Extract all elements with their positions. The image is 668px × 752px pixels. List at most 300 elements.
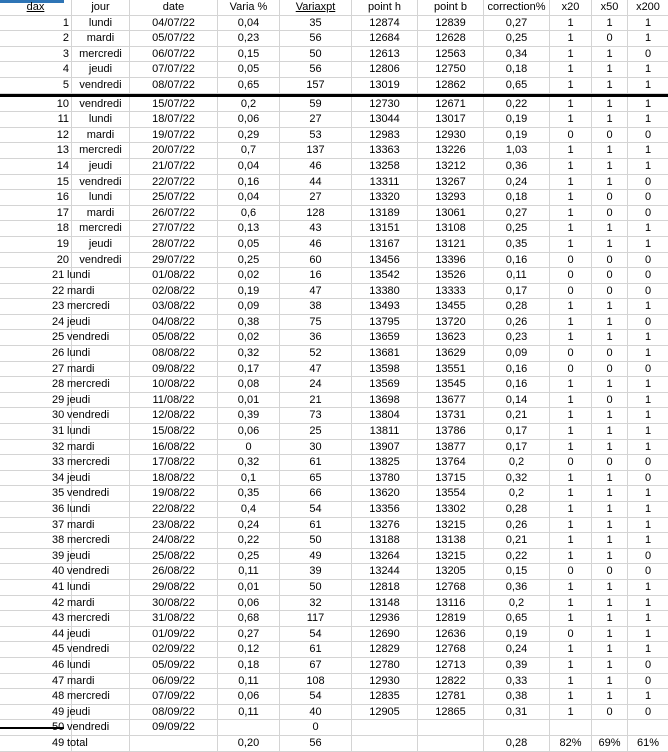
cell-x50[interactable]: 1 [592, 533, 628, 548]
cell-variaxpt[interactable]: 49 [280, 549, 352, 564]
cell-varia[interactable]: 0,7 [218, 143, 280, 158]
cell-x50[interactable]: 1 [592, 16, 628, 31]
cell-jour[interactable]: jeudi [66, 471, 130, 486]
header-varia[interactable]: Varia % [218, 0, 280, 15]
cell-varia[interactable]: 0,6 [218, 206, 280, 221]
cell-correction[interactable]: 1,03 [484, 143, 550, 158]
cell-point-b[interactable]: 12671 [418, 97, 484, 112]
cell-point-b[interactable]: 13455 [418, 299, 484, 314]
cell-varia[interactable]: 0,02 [218, 330, 280, 345]
cell-point-h[interactable]: 13456 [352, 253, 418, 268]
cell-jour[interactable]: mercredi [72, 47, 130, 62]
cell-x200[interactable]: 0 [644, 191, 652, 204]
cell-variaxpt[interactable]: 50 [280, 47, 352, 62]
cell-correction[interactable]: 0,27 [484, 16, 550, 31]
cell-point-h[interactable]: 13244 [352, 564, 418, 579]
cell-x50[interactable]: 1 [592, 159, 628, 174]
cell-point-h[interactable]: 12983 [352, 128, 418, 143]
cell-x20[interactable]: 1 [550, 471, 592, 486]
cell-jour[interactable]: mercredi [66, 533, 130, 548]
cell-x200[interactable]: 1 [644, 78, 652, 91]
cell-x20[interactable]: 1 [550, 159, 592, 174]
cell-variaxpt[interactable]: 27 [280, 112, 352, 127]
cell-jour[interactable]: lundi [72, 16, 130, 31]
cell-dax-index[interactable]: 35 [0, 486, 72, 501]
cell-date[interactable]: 07/09/22 [130, 689, 218, 704]
cell-date[interactable]: 09/09/22 [130, 720, 218, 735]
cell-variaxpt[interactable]: 67 [280, 658, 352, 673]
cell-dax-index[interactable]: 24 [0, 315, 72, 330]
cell-point-h[interactable]: 13276 [352, 518, 418, 533]
cell-varia[interactable]: 0,02 [218, 268, 280, 283]
total-x20[interactable]: 82% [550, 736, 592, 751]
cell-jour[interactable]: mardi [66, 440, 130, 455]
cell-dax-index[interactable]: 1 [0, 16, 72, 31]
cell-correction[interactable]: 0,2 [484, 455, 550, 470]
cell-varia[interactable]: 0,17 [218, 362, 280, 377]
cell-point-h[interactable]: 12874 [352, 16, 418, 31]
cell-date[interactable]: 02/08/22 [130, 284, 218, 299]
cell-point-b[interactable]: 13212 [418, 159, 484, 174]
cell-point-b[interactable]: 12768 [418, 642, 484, 657]
cell-point-h[interactable]: 13795 [352, 315, 418, 330]
cell-jour[interactable]: mardi [66, 284, 130, 299]
cell-dax-index[interactable]: 16 [0, 190, 72, 205]
cell-point-h[interactable]: 13258 [352, 159, 418, 174]
cell-x200[interactable]: 0 [644, 128, 652, 141]
cell-correction[interactable]: 0,23 [484, 330, 550, 345]
cell-correction[interactable]: 0,26 [484, 315, 550, 330]
cell-x20[interactable]: 1 [550, 62, 592, 77]
cell-x20[interactable]: 0 [550, 362, 592, 377]
cell-variaxpt[interactable]: 0 [280, 720, 352, 735]
cell-x200[interactable]: 1 [644, 534, 652, 547]
cell-x50[interactable]: 1 [592, 611, 628, 626]
cell-x50[interactable]: 1 [592, 143, 628, 158]
cell-point-h[interactable]: 12684 [352, 31, 418, 46]
cell-x20[interactable]: 1 [550, 112, 592, 127]
header-point-h[interactable]: point h [352, 0, 418, 15]
cell-correction[interactable]: 0,22 [484, 549, 550, 564]
cell-varia[interactable]: 0,22 [218, 533, 280, 548]
cell-variaxpt[interactable]: 27 [280, 190, 352, 205]
cell-point-b[interactable]: 13293 [418, 190, 484, 205]
cell-point-h[interactable]: 13811 [352, 424, 418, 439]
cell-x20[interactable]: 1 [550, 97, 592, 112]
header-point-b[interactable]: point b [418, 0, 484, 15]
cell-jour[interactable]: jeudi [72, 159, 130, 174]
cell-point-b[interactable]: 12865 [418, 705, 484, 720]
cell-dax-index[interactable]: 14 [0, 159, 72, 174]
cell-variaxpt[interactable]: 43 [280, 221, 352, 236]
cell-x50[interactable]: 0 [592, 31, 628, 46]
cell-correction[interactable]: 0,19 [484, 112, 550, 127]
cell-x20[interactable]: 1 [550, 596, 592, 611]
cell-correction[interactable]: 0,16 [484, 253, 550, 268]
cell-dax-index[interactable]: 23 [0, 299, 72, 314]
cell-dax-index[interactable]: 31 [0, 424, 72, 439]
cell-correction[interactable]: 0,27 [484, 206, 550, 221]
cell-dax-index[interactable]: 38 [0, 533, 72, 548]
cell-jour[interactable]: jeudi [72, 62, 130, 77]
cell-x200[interactable]: 1 [644, 32, 652, 45]
cell-x20[interactable]: 1 [550, 611, 592, 626]
cell-x50[interactable]: 1 [592, 518, 628, 533]
cell-dax-index[interactable]: 11 [0, 112, 72, 127]
cell-point-h[interactable]: 12690 [352, 627, 418, 642]
cell-dax-index[interactable]: 4 [0, 62, 72, 77]
cell-x20[interactable]: 1 [550, 408, 592, 423]
total-variaxpt[interactable]: 56 [280, 736, 352, 751]
cell-point-b[interactable]: 13061 [418, 206, 484, 221]
cell-point-h[interactable]: 13148 [352, 596, 418, 611]
cell-point-b[interactable]: 12839 [418, 16, 484, 31]
cell-correction[interactable]: 0,28 [484, 299, 550, 314]
cell-dax-index[interactable]: 22 [0, 284, 72, 299]
cell-x200[interactable]: 1 [644, 440, 652, 453]
cell-variaxpt[interactable]: 128 [280, 206, 352, 221]
total-count[interactable]: 49 [0, 736, 72, 751]
cell-dax-index[interactable]: 49 [0, 705, 72, 720]
cell-x50[interactable]: 1 [592, 486, 628, 501]
cell-variaxpt[interactable]: 56 [280, 62, 352, 77]
cell-correction[interactable]: 0,17 [484, 440, 550, 455]
cell-correction[interactable]: 0,38 [484, 689, 550, 704]
cell-x200[interactable]: 1 [644, 503, 652, 515]
cell-x200[interactable]: 0 [644, 456, 652, 469]
cell-x200[interactable]: 1 [644, 97, 652, 110]
cell-dax-index[interactable]: 43 [0, 611, 72, 626]
cell-point-b[interactable]: 13623 [418, 330, 484, 345]
cell-variaxpt[interactable]: 52 [280, 346, 352, 361]
cell-correction[interactable]: 0,25 [484, 31, 550, 46]
cell-variaxpt[interactable]: 75 [280, 315, 352, 330]
total-point-b[interactable] [418, 736, 484, 751]
cell-x20[interactable]: 0 [550, 268, 592, 283]
cell-date[interactable]: 05/07/22 [130, 31, 218, 46]
cell-x50[interactable]: 1 [592, 78, 628, 93]
cell-jour[interactable]: mercredi [66, 455, 130, 470]
cell-point-h[interactable]: 13493 [352, 299, 418, 314]
cell-point-b[interactable] [418, 720, 484, 735]
cell-x50[interactable]: 0 [592, 455, 628, 470]
cell-varia[interactable]: 0,32 [218, 455, 280, 470]
cell-date[interactable]: 22/08/22 [130, 502, 218, 517]
cell-varia[interactable]: 0,1 [218, 471, 280, 486]
cell-varia[interactable]: 0,39 [218, 408, 280, 423]
cell-date[interactable]: 09/08/22 [130, 362, 218, 377]
cell-point-h[interactable] [352, 720, 418, 735]
cell-date[interactable]: 22/07/22 [130, 175, 218, 190]
cell-variaxpt[interactable]: 21 [280, 393, 352, 408]
cell-correction[interactable]: 0,2 [484, 596, 550, 611]
cell-date[interactable]: 04/07/22 [130, 16, 218, 31]
cell-correction[interactable]: 0,22 [484, 97, 550, 112]
cell-x20[interactable]: 1 [550, 377, 592, 392]
cell-variaxpt[interactable]: 16 [280, 268, 352, 283]
cell-date[interactable]: 01/08/22 [130, 268, 218, 283]
cell-x50[interactable]: 0 [592, 190, 628, 205]
cell-x20[interactable]: 1 [550, 533, 592, 548]
cell-point-h[interactable]: 13542 [352, 268, 418, 283]
cell-dax-index[interactable]: 15 [0, 175, 72, 190]
cell-point-b[interactable]: 13731 [418, 408, 484, 423]
cell-date[interactable]: 15/08/22 [130, 424, 218, 439]
cell-point-b[interactable]: 13720 [418, 315, 484, 330]
cell-jour[interactable]: mardi [66, 518, 130, 533]
cell-point-h[interactable]: 12613 [352, 47, 418, 62]
cell-x50[interactable]: 1 [592, 424, 628, 439]
cell-variaxpt[interactable]: 30 [280, 440, 352, 455]
cell-varia[interactable]: 0,38 [218, 315, 280, 330]
cell-point-b[interactable]: 13108 [418, 221, 484, 236]
cell-varia[interactable]: 0,06 [218, 596, 280, 611]
cell-correction[interactable]: 0,31 [484, 705, 550, 720]
cell-varia[interactable] [218, 720, 280, 735]
cell-x20[interactable]: 0 [550, 128, 592, 143]
cell-point-b[interactable]: 12628 [418, 31, 484, 46]
cell-x200[interactable]: 0 [644, 206, 652, 219]
cell-x50[interactable]: 1 [592, 237, 628, 252]
cell-x20[interactable]: 0 [550, 564, 592, 579]
cell-x200[interactable]: 1 [644, 425, 652, 438]
cell-varia[interactable]: 0,08 [218, 377, 280, 392]
total-x200[interactable]: 61% [636, 736, 660, 749]
cell-variaxpt[interactable]: 44 [280, 175, 352, 190]
cell-point-h[interactable]: 13380 [352, 284, 418, 299]
cell-point-b[interactable]: 12819 [418, 611, 484, 626]
cell-x200[interactable]: 1 [644, 222, 652, 235]
cell-point-b[interactable]: 13629 [418, 346, 484, 361]
cell-jour[interactable]: mardi [66, 674, 130, 689]
cell-correction[interactable]: 0,39 [484, 658, 550, 673]
total-correction[interactable]: 0,28 [484, 736, 550, 751]
cell-x200[interactable]: 0 [644, 362, 652, 375]
cell-varia[interactable]: 0,01 [218, 580, 280, 595]
cell-date[interactable]: 02/09/22 [130, 642, 218, 657]
cell-x20[interactable]: 0 [550, 627, 592, 642]
cell-correction[interactable]: 0,33 [484, 674, 550, 689]
cell-variaxpt[interactable]: 46 [280, 159, 352, 174]
cell-point-b[interactable]: 13786 [418, 424, 484, 439]
cell-date[interactable]: 26/07/22 [130, 206, 218, 221]
cell-dax-index[interactable]: 28 [0, 377, 72, 392]
cell-jour[interactable]: jeudi [66, 549, 130, 564]
cell-date[interactable]: 16/08/22 [130, 440, 218, 455]
cell-variaxpt[interactable]: 39 [280, 564, 352, 579]
cell-correction[interactable]: 0,28 [484, 502, 550, 517]
cell-x20[interactable]: 1 [550, 642, 592, 657]
cell-correction[interactable]: 0,17 [484, 284, 550, 299]
cell-x200[interactable]: 0 [644, 284, 652, 297]
cell-varia[interactable]: 0,25 [218, 253, 280, 268]
cell-varia[interactable]: 0,09 [218, 299, 280, 314]
cell-correction[interactable]: 0,21 [484, 408, 550, 423]
header-x50[interactable]: x50 [592, 0, 628, 15]
cell-jour[interactable]: mardi [72, 31, 130, 46]
cell-point-h[interactable]: 12730 [352, 97, 418, 112]
cell-point-h[interactable]: 13804 [352, 408, 418, 423]
cell-date[interactable]: 25/08/22 [130, 549, 218, 564]
cell-x200[interactable]: 0 [644, 175, 652, 188]
cell-variaxpt[interactable]: 117 [280, 611, 352, 626]
cell-correction[interactable]: 0,16 [484, 377, 550, 392]
cell-x20[interactable]: 1 [550, 502, 592, 517]
header-dax[interactable] [0, 0, 72, 15]
cell-variaxpt[interactable]: 59 [280, 97, 352, 112]
cell-date[interactable]: 12/08/22 [130, 408, 218, 423]
cell-x50[interactable]: 1 [592, 97, 628, 112]
cell-date[interactable]: 25/07/22 [130, 190, 218, 205]
cell-variaxpt[interactable]: 36 [280, 330, 352, 345]
cell-x50[interactable]: 0 [592, 268, 628, 283]
cell-point-h[interactable]: 13620 [352, 486, 418, 501]
cell-point-b[interactable]: 12768 [418, 580, 484, 595]
cell-variaxpt[interactable]: 25 [280, 424, 352, 439]
cell-x20[interactable]: 1 [550, 206, 592, 221]
cell-correction[interactable]: 0,09 [484, 346, 550, 361]
cell-point-b[interactable]: 12930 [418, 128, 484, 143]
cell-varia[interactable]: 0,12 [218, 642, 280, 657]
cell-correction[interactable]: 0,24 [484, 175, 550, 190]
cell-point-h[interactable]: 13780 [352, 471, 418, 486]
cell-dax-index[interactable]: 29 [0, 393, 72, 408]
cell-x200[interactable]: 1 [644, 627, 652, 640]
cell-point-b[interactable]: 12781 [418, 689, 484, 704]
cell-x200[interactable]: 1 [644, 643, 652, 656]
cell-varia[interactable]: 0,04 [218, 159, 280, 174]
cell-correction[interactable]: 0,36 [484, 159, 550, 174]
cell-correction[interactable]: 0,17 [484, 424, 550, 439]
header-date[interactable]: date [130, 0, 218, 15]
cell-x50[interactable]: 0 [592, 705, 628, 720]
cell-point-h[interactable]: 13167 [352, 237, 418, 252]
cell-dax-index[interactable]: 13 [0, 143, 72, 158]
cell-x200[interactable]: 0 [644, 658, 652, 671]
cell-dax-index[interactable]: 41 [0, 580, 72, 595]
cell-varia[interactable]: 0,2 [218, 97, 280, 112]
cell-dax-index[interactable]: 27 [0, 362, 72, 377]
cell-varia[interactable]: 0,05 [218, 62, 280, 77]
cell-jour[interactable]: mardi [72, 128, 130, 143]
cell-varia[interactable]: 0,25 [218, 549, 280, 564]
cell-x50[interactable]: 0 [592, 393, 628, 408]
cell-dax-index[interactable]: 30 [0, 408, 72, 423]
cell-jour[interactable]: vendredi [66, 564, 130, 579]
cell-x200[interactable]: 1 [644, 409, 652, 422]
cell-date[interactable]: 05/08/22 [130, 330, 218, 345]
cell-dax-index[interactable]: 12 [0, 128, 72, 143]
cell-jour[interactable]: lundi [66, 346, 130, 361]
cell-correction[interactable]: 0,19 [484, 627, 550, 642]
cell-correction[interactable]: 0,36 [484, 580, 550, 595]
cell-point-h[interactable]: 12780 [352, 658, 418, 673]
cell-x20[interactable]: 0 [550, 455, 592, 470]
cell-x20[interactable] [550, 720, 592, 735]
cell-jour[interactable]: lundi [72, 190, 130, 205]
cell-dax-index[interactable]: 10 [0, 97, 72, 112]
cell-point-b[interactable]: 13545 [418, 377, 484, 392]
cell-point-h[interactable]: 12905 [352, 705, 418, 720]
cell-variaxpt[interactable]: 47 [280, 284, 352, 299]
cell-x20[interactable]: 1 [550, 658, 592, 673]
cell-x200[interactable]: 0 [644, 549, 652, 562]
cell-point-b[interactable]: 13215 [418, 549, 484, 564]
cell-x50[interactable]: 1 [592, 315, 628, 330]
cell-x200[interactable]: 1 [644, 612, 652, 625]
cell-variaxpt[interactable]: 47 [280, 362, 352, 377]
cell-x200[interactable]: 0 [644, 47, 652, 60]
cell-varia[interactable]: 0,11 [218, 705, 280, 720]
cell-date[interactable]: 08/07/22 [130, 78, 218, 93]
cell-correction[interactable]: 0,18 [484, 190, 550, 205]
cell-x20[interactable]: 1 [550, 689, 592, 704]
cell-correction[interactable]: 0,2 [484, 486, 550, 501]
cell-dax-index[interactable]: 25 [0, 330, 72, 345]
cell-point-h[interactable]: 13356 [352, 502, 418, 517]
cell-variaxpt[interactable]: 38 [280, 299, 352, 314]
cell-x20[interactable]: 1 [550, 549, 592, 564]
cell-jour[interactable]: jeudi [72, 237, 130, 252]
header-x20[interactable]: x20 [550, 0, 592, 15]
cell-correction[interactable]: 0,26 [484, 518, 550, 533]
cell-dax-index[interactable]: 2 [0, 31, 72, 46]
cell-x50[interactable]: 1 [592, 627, 628, 642]
cell-x200[interactable]: 1 [644, 300, 652, 313]
cell-varia[interactable]: 0,06 [218, 112, 280, 127]
cell-dax-index[interactable]: 21 [0, 268, 72, 283]
cell-x50[interactable]: 1 [592, 596, 628, 611]
cell-date[interactable]: 15/07/22 [130, 97, 218, 112]
cell-x200[interactable] [628, 720, 668, 735]
cell-point-b[interactable]: 13764 [418, 455, 484, 470]
cell-point-b[interactable]: 12713 [418, 658, 484, 673]
cell-date[interactable]: 18/08/22 [130, 471, 218, 486]
cell-jour[interactable]: lundi [66, 424, 130, 439]
cell-jour[interactable]: mercredi [72, 221, 130, 236]
cell-point-h[interactable]: 12829 [352, 642, 418, 657]
cell-point-h[interactable]: 12936 [352, 611, 418, 626]
total-varia[interactable]: 0,20 [218, 736, 280, 751]
cell-jour[interactable]: mardi [66, 362, 130, 377]
cell-dax-index[interactable]: 48 [0, 689, 72, 704]
cell-jour[interactable]: vendredi [72, 97, 130, 112]
cell-dax-index[interactable]: 39 [0, 549, 72, 564]
cell-point-h[interactable]: 13907 [352, 440, 418, 455]
cell-dax-index[interactable]: 42 [0, 596, 72, 611]
cell-x20[interactable]: 1 [550, 237, 592, 252]
cell-point-b[interactable]: 12636 [418, 627, 484, 642]
cell-x50[interactable] [592, 720, 628, 735]
cell-point-b[interactable]: 13715 [418, 471, 484, 486]
cell-date[interactable]: 01/09/22 [130, 627, 218, 642]
cell-variaxpt[interactable]: 54 [280, 502, 352, 517]
cell-varia[interactable]: 0,4 [218, 502, 280, 517]
cell-x200[interactable]: 1 [644, 487, 652, 500]
cell-dax-index[interactable]: 17 [0, 206, 72, 221]
cell-x50[interactable]: 1 [592, 502, 628, 517]
cell-varia[interactable]: 0,04 [218, 190, 280, 205]
cell-point-b[interactable]: 13551 [418, 362, 484, 377]
cell-point-h[interactable]: 13188 [352, 533, 418, 548]
cell-varia[interactable]: 0,13 [218, 221, 280, 236]
cell-varia[interactable]: 0,27 [218, 627, 280, 642]
cell-point-h[interactable]: 13681 [352, 346, 418, 361]
cell-varia[interactable]: 0,29 [218, 128, 280, 143]
cell-x50[interactable]: 1 [592, 408, 628, 423]
cell-correction[interactable]: 0,16 [484, 362, 550, 377]
cell-correction[interactable]: 0,18 [484, 62, 550, 77]
